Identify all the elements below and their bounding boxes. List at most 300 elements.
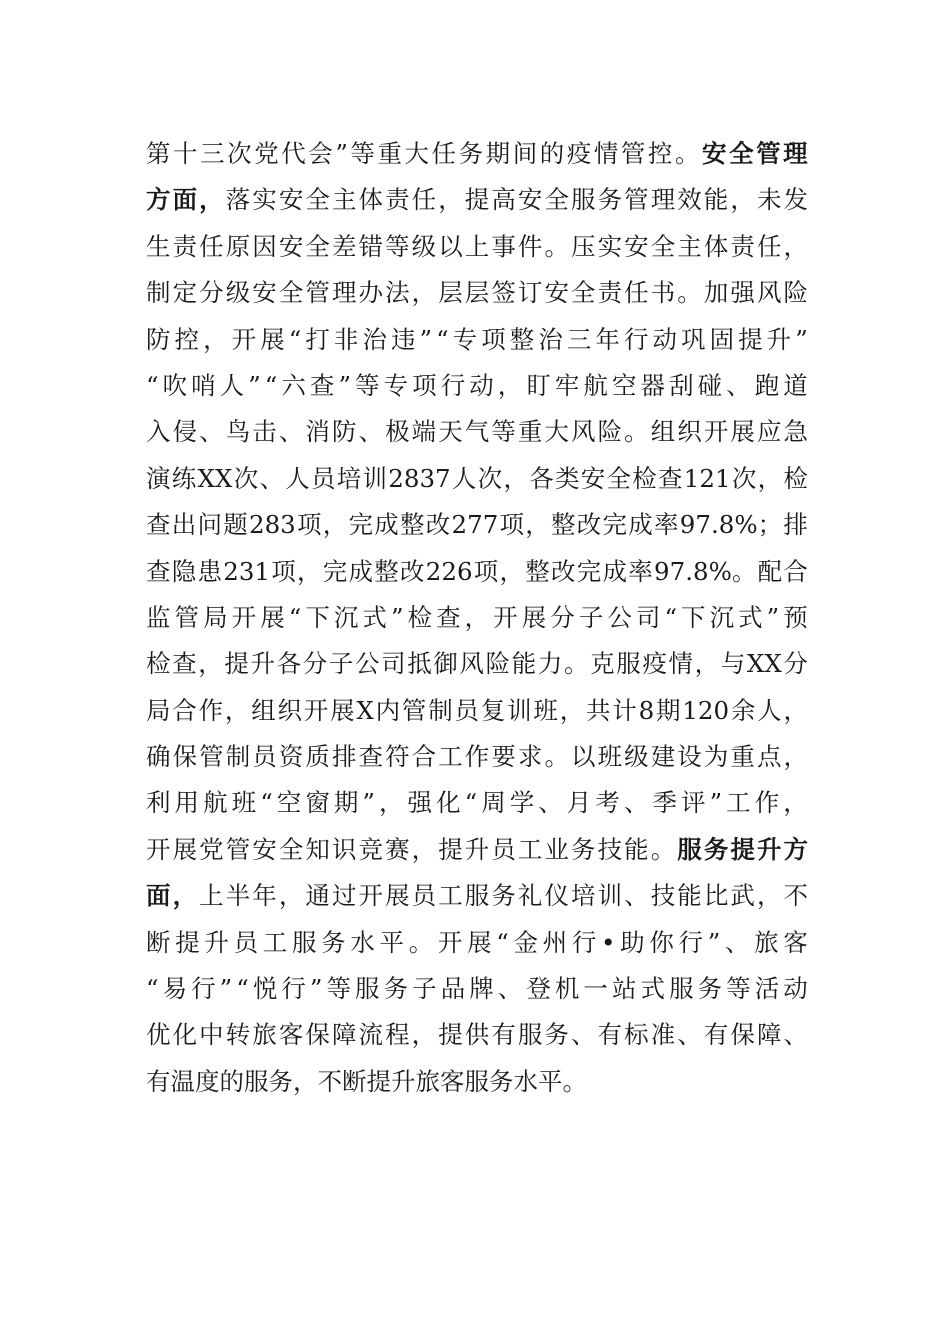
- text-char: 体: [703, 231, 729, 261]
- text-char: 277: [451, 510, 499, 540]
- text-char: 情: [668, 649, 693, 679]
- text-line: [146, 177, 808, 223]
- text-char: 查: [358, 742, 383, 772]
- text-char: 订: [517, 278, 543, 308]
- text-char: 书: [650, 278, 676, 308]
- text-char: 空: [611, 370, 637, 400]
- text-char: 服: [464, 1066, 489, 1096]
- text-char: 端: [411, 417, 437, 447]
- text-char: 子: [578, 602, 604, 632]
- text-char: 确: [146, 742, 171, 772]
- text-char: 下: [305, 602, 330, 632]
- text-char: 入: [146, 417, 171, 447]
- text-char: 完: [348, 510, 374, 540]
- text-char: 金: [513, 927, 538, 957]
- text-char: 治: [362, 324, 387, 354]
- text-char: 力: [537, 649, 563, 679]
- text-char: 沉: [333, 602, 359, 632]
- text-char: 窗: [305, 788, 330, 818]
- text-char: 旅: [754, 927, 779, 957]
- text-char: 应: [756, 417, 782, 447]
- text-char: 、: [497, 974, 523, 1004]
- text-char: “: [146, 974, 159, 1004]
- text-char: 为: [703, 742, 729, 772]
- text-char: 展: [260, 324, 285, 354]
- text-char: “: [496, 927, 509, 957]
- text-char: 、: [259, 463, 284, 493]
- text-char: 专: [452, 324, 478, 354]
- text-char: ，: [783, 231, 808, 261]
- text-char: 六: [281, 370, 306, 400]
- text-char: 十: [173, 139, 198, 168]
- text-char: 整: [400, 510, 425, 540]
- text-char: 行: [678, 927, 704, 957]
- text-char: 升: [204, 927, 229, 957]
- text-char: 升: [464, 834, 490, 864]
- text-char: 升: [766, 324, 792, 354]
- text-char: 牢: [554, 370, 580, 400]
- bold-heading-char: 提: [730, 834, 755, 864]
- text-char: 助: [620, 927, 645, 957]
- bold-heading-char: 务: [703, 834, 729, 864]
- text-char: “: [260, 788, 273, 818]
- text-char: 、: [724, 927, 750, 957]
- text-char: 航: [583, 370, 608, 400]
- text-char: 员: [491, 834, 516, 864]
- text-char: 动: [783, 974, 808, 1004]
- text-char: 质: [305, 742, 330, 772]
- text-char: 训: [362, 463, 388, 493]
- text-char: 水: [513, 1066, 538, 1096]
- text-line: [146, 317, 808, 363]
- text-char: 项: [412, 370, 437, 400]
- text-char: 主: [677, 231, 702, 261]
- text-char: 牌: [469, 974, 494, 1004]
- text-char: 合: [172, 695, 197, 725]
- text-char: 登: [526, 974, 551, 1004]
- text-char: 等: [491, 417, 516, 447]
- text-char: 上: [199, 881, 224, 911]
- text-char: 开: [231, 602, 257, 632]
- text-char: 重: [377, 139, 402, 168]
- text-char: 等: [326, 974, 351, 1004]
- text-char: 赛: [385, 834, 410, 864]
- text-line: [146, 920, 808, 966]
- text-char: 沉: [709, 602, 735, 632]
- text-line: [146, 549, 808, 595]
- text-char: 、: [783, 1020, 808, 1050]
- text-char: 期: [333, 788, 359, 818]
- text-char: 查: [309, 370, 335, 400]
- text-char: 检: [632, 463, 657, 493]
- text-line: [146, 734, 808, 780]
- text-char: 服: [669, 974, 694, 1004]
- text-char: ，: [297, 556, 322, 586]
- text-char: 全: [650, 231, 676, 261]
- text-char: 。: [650, 834, 676, 864]
- text-char: 不: [783, 881, 808, 911]
- text-char: 重: [517, 417, 543, 447]
- text-char: 员: [252, 742, 277, 772]
- text-char: 办: [358, 278, 383, 308]
- text-char: 务: [268, 1066, 293, 1096]
- text-line: [146, 456, 808, 502]
- text-char: 控: [174, 324, 200, 354]
- text-char: 保: [172, 742, 198, 772]
- text-char: ，: [757, 463, 783, 493]
- bold-heading-char: 理: [783, 139, 808, 168]
- text-char: 训: [597, 881, 623, 911]
- text-char: 监: [146, 602, 171, 632]
- text-char: 配: [757, 556, 783, 586]
- text-char: 服: [244, 1066, 269, 1096]
- text-char: 技: [597, 834, 623, 864]
- text-char: 务: [597, 185, 623, 215]
- text-char: 旅: [415, 1066, 440, 1096]
- text-char: 比: [703, 881, 729, 911]
- text-char: 管: [174, 602, 200, 632]
- text-char: 子: [412, 974, 437, 1004]
- text-char: 全: [278, 278, 304, 308]
- text-char: 以: [438, 231, 463, 261]
- text-char: 等: [726, 974, 751, 1004]
- text-char: 一: [583, 974, 608, 1004]
- text-char: 管: [624, 185, 649, 215]
- text-char: 平: [379, 927, 404, 957]
- text-char: 级: [411, 231, 437, 261]
- text-char: 级: [225, 278, 251, 308]
- text-char: 责: [597, 278, 623, 308]
- text-char: 层: [438, 278, 463, 308]
- bold-heading-char: 方: [783, 834, 808, 864]
- text-char: 培: [571, 881, 596, 911]
- text-char: ，: [783, 695, 808, 725]
- text-char: 人: [451, 463, 477, 493]
- text-char: 开: [303, 695, 329, 725]
- text-char: 检: [146, 649, 171, 679]
- text-char: 强: [730, 278, 755, 308]
- text-line: [146, 780, 808, 826]
- text-char: 培: [336, 463, 362, 493]
- text-char: 第: [146, 139, 171, 168]
- text-char: 作: [754, 788, 780, 818]
- text-char: 点: [756, 742, 782, 772]
- text-char: 务: [321, 927, 346, 957]
- text-char: 公: [355, 649, 380, 679]
- text-line: [146, 131, 808, 177]
- text-char: 客: [783, 927, 808, 957]
- text-char: 项: [297, 510, 322, 540]
- text-char: 查: [436, 602, 461, 632]
- text-char: 织: [277, 695, 302, 725]
- text-char: 标: [624, 1020, 649, 1050]
- text-char: 作: [198, 695, 224, 725]
- text-char: 人: [219, 370, 245, 400]
- text-char: 等: [385, 231, 410, 261]
- text-char: 航: [203, 788, 228, 818]
- bold-heading-char: ，: [172, 881, 198, 911]
- text-line: [146, 827, 808, 873]
- text-char: 检: [407, 602, 433, 632]
- text-char: 有: [491, 1020, 516, 1050]
- text-char: 展: [172, 834, 198, 864]
- text-char: 建: [650, 742, 676, 772]
- text-char: 保: [730, 1020, 755, 1050]
- text-char: 吹: [162, 370, 188, 400]
- text-char: ，: [559, 695, 585, 725]
- text-char: 防: [331, 417, 357, 447]
- text-char: ，: [525, 510, 550, 540]
- text-char: 情: [593, 139, 619, 168]
- text-char: 三: [200, 139, 225, 168]
- bold-heading-char: 服: [677, 834, 702, 864]
- text-char: 全: [606, 463, 631, 493]
- text-char: 率: [654, 510, 679, 540]
- text-char: 、: [278, 417, 304, 447]
- text-char: 客: [278, 1020, 304, 1050]
- text-char: 能: [703, 185, 729, 215]
- text-char: 鸟: [225, 417, 251, 447]
- text-char: 定: [172, 278, 198, 308]
- text-char: X: [356, 695, 374, 725]
- text-char: 121: [683, 463, 731, 493]
- text-char: 预: [783, 602, 808, 632]
- text-char: 隐: [171, 556, 197, 586]
- text-char: 击: [252, 417, 277, 447]
- text-char: 安: [252, 834, 277, 864]
- bold-heading-char: 安: [702, 139, 727, 168]
- text-char: ”: [338, 370, 351, 400]
- text-char: 查: [172, 649, 197, 679]
- text-char: 动: [652, 324, 677, 354]
- text-char: 成: [348, 556, 374, 586]
- text-char: 分: [550, 602, 575, 632]
- text-char: 升: [391, 1066, 416, 1096]
- text-char: 合: [411, 742, 437, 772]
- text-char: 治: [538, 324, 563, 354]
- text-line: [146, 688, 808, 734]
- text-char: 差: [331, 231, 357, 261]
- text-char: 服: [517, 1020, 543, 1050]
- text-char: 服: [464, 881, 490, 911]
- text-char: 障: [756, 1020, 782, 1050]
- text-char: 机: [554, 974, 580, 1004]
- text-char: 等: [355, 370, 380, 400]
- text-char: 的: [539, 139, 565, 168]
- text-char: 实: [252, 185, 277, 215]
- text-char: 展: [330, 695, 355, 725]
- text-char: 共: [586, 695, 611, 725]
- text-char: 签: [491, 278, 516, 308]
- text-char: 通: [305, 881, 330, 911]
- text-char: 责: [385, 185, 410, 215]
- text-char: 整: [551, 510, 576, 540]
- text-char: 设: [677, 742, 702, 772]
- text-char: 展: [730, 417, 755, 447]
- text-char: 式: [738, 602, 763, 632]
- text-char: 急: [783, 417, 808, 447]
- text-char: 优: [146, 1020, 171, 1050]
- text-char: 231: [223, 556, 271, 586]
- text-char: ，: [756, 881, 782, 911]
- text-char: 加: [703, 278, 729, 308]
- text-char: 易: [162, 974, 188, 1004]
- text-char: 管: [225, 834, 251, 864]
- text-char: 管: [305, 278, 330, 308]
- text-char: 2837: [388, 463, 451, 493]
- text-char: 工: [438, 742, 463, 772]
- text-char: 子: [328, 649, 354, 679]
- text-char: 97.8%；: [679, 510, 783, 540]
- text-char: ，: [378, 788, 404, 818]
- text-char: ”: [707, 927, 721, 957]
- text-line: [146, 641, 808, 687]
- text-char: 提: [175, 927, 200, 957]
- text-char: 组: [650, 417, 676, 447]
- text-char: 刮: [669, 370, 694, 400]
- text-char: 打: [305, 324, 330, 354]
- text-char: 安: [278, 231, 304, 261]
- text-char: 代: [281, 139, 306, 168]
- text-char: 气: [464, 417, 490, 447]
- text-char: 道: [783, 370, 808, 400]
- text-line: [146, 224, 808, 270]
- text-char: 因: [252, 231, 277, 261]
- text-char: 强: [407, 788, 433, 818]
- text-char: 、: [677, 1020, 702, 1050]
- text-char: 活: [754, 974, 780, 1004]
- text-char: 改: [551, 556, 576, 586]
- text-char: 员: [454, 695, 480, 725]
- text-line: [146, 1012, 808, 1058]
- text-char: 项: [473, 556, 499, 586]
- text-char: 开: [146, 834, 171, 864]
- text-char: 。: [562, 1066, 587, 1096]
- text-char: 防: [146, 324, 171, 354]
- text-char: 有: [703, 1020, 729, 1050]
- text-char: 合: [783, 556, 808, 586]
- text-char: 问: [197, 510, 222, 540]
- text-char: 考: [595, 788, 620, 818]
- text-char: 次: [731, 463, 757, 493]
- text-char: 计: [612, 695, 637, 725]
- text-char: 疫: [566, 139, 592, 168]
- text-char: ，: [411, 834, 437, 864]
- text-char: 题: [223, 510, 248, 540]
- text-char: 年: [252, 881, 277, 911]
- text-char: 温: [170, 1066, 195, 1096]
- text-char: 、: [726, 370, 751, 400]
- text-char: 资: [278, 742, 304, 772]
- text-char: 。: [544, 231, 569, 261]
- text-char: 、: [199, 417, 224, 447]
- text-char: 党: [254, 139, 279, 168]
- text-char: 任: [624, 278, 649, 308]
- text-char: 练: [171, 463, 197, 493]
- text-char: 项: [271, 556, 296, 586]
- text-char: 各: [276, 649, 302, 679]
- text-char: 次: [233, 463, 259, 493]
- text-char: 仪: [544, 881, 569, 911]
- text-char: 、: [571, 1020, 596, 1050]
- text-char: 展: [385, 881, 410, 911]
- text-char: 责: [172, 231, 198, 261]
- text-char: 出: [171, 510, 197, 540]
- text-line: [146, 363, 808, 409]
- text-char: 改: [425, 510, 451, 540]
- text-char: 安: [624, 231, 649, 261]
- text-char: 险: [597, 417, 623, 447]
- text-char: 8: [638, 695, 655, 725]
- text-char: 化: [436, 788, 461, 818]
- text-char: 动: [469, 370, 494, 400]
- text-char: 管: [199, 742, 224, 772]
- text-char: 服: [355, 974, 380, 1004]
- text-char: 员: [310, 463, 336, 493]
- text-char: 工: [262, 927, 288, 957]
- text-char: 跑: [754, 370, 780, 400]
- text-char: 完: [576, 556, 602, 586]
- text-char: 发: [783, 185, 808, 215]
- text-char: 实: [597, 231, 623, 261]
- text-char: ”: [766, 602, 780, 632]
- text-char: 、: [624, 881, 649, 911]
- text-char: 提: [738, 324, 763, 354]
- text-char: ”: [419, 324, 433, 354]
- text-char: 分: [783, 649, 808, 679]
- text-char: 准: [650, 1020, 676, 1050]
- text-char: 务: [383, 974, 409, 1004]
- text-char: 司: [381, 649, 406, 679]
- text-char: 度: [195, 1066, 220, 1096]
- text-char: 御: [433, 649, 458, 679]
- text-char: 期: [655, 695, 681, 725]
- text-char: 生: [146, 231, 171, 261]
- text-line: [146, 409, 808, 455]
- text-char: 完: [322, 556, 348, 586]
- text-char: 高: [491, 185, 516, 215]
- text-char: 能: [624, 834, 649, 864]
- text-char: ”: [335, 139, 348, 168]
- text-char: 哨: [191, 370, 216, 400]
- text-char: 完: [602, 510, 628, 540]
- text-char: 客: [440, 1066, 465, 1096]
- text-char: 整: [525, 556, 550, 586]
- text-char: 以: [571, 742, 596, 772]
- text-char: 查: [146, 556, 171, 586]
- text-char: 班: [533, 695, 558, 725]
- text-char: 空: [276, 788, 302, 818]
- text-char: 全: [571, 278, 596, 308]
- text-char: 提: [438, 1020, 463, 1050]
- text-char: 员: [233, 927, 259, 957]
- text-char: 、: [538, 788, 563, 818]
- text-char: 开: [437, 927, 463, 957]
- text-char: 旅: [252, 1020, 277, 1050]
- text-char: 大: [544, 417, 569, 447]
- text-char: 式: [362, 602, 387, 632]
- text-line: [146, 873, 808, 919]
- text-char: 站: [611, 974, 637, 1004]
- text-char: 120: [682, 695, 730, 725]
- text-char: 安: [252, 278, 277, 308]
- text-line: [146, 1059, 808, 1105]
- text-char: 复: [480, 695, 506, 725]
- text-char: 程: [385, 1020, 410, 1050]
- text-char: 下: [681, 602, 706, 632]
- text-char: ，: [411, 1020, 437, 1050]
- text-char: ，: [503, 463, 528, 493]
